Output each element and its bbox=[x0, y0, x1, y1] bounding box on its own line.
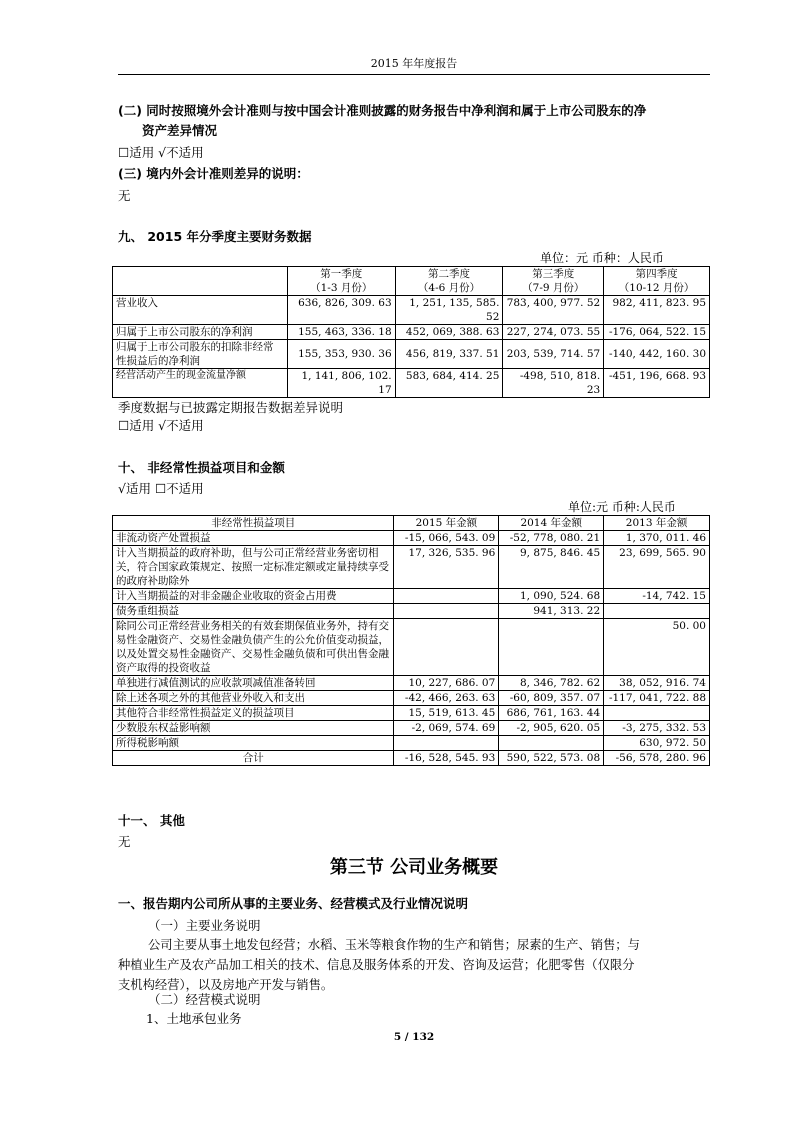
header-q3: 第三季度 （7-9 月份） bbox=[503, 267, 604, 296]
p1-line3: 支机构经营），以及房地产开发与销售。 bbox=[118, 978, 334, 992]
cell: 17, 326, 535. 96 bbox=[394, 546, 499, 589]
sec10-applicable: √适用 ☐不适用 bbox=[118, 481, 204, 496]
cell: 155, 463, 336. 18 bbox=[287, 325, 395, 340]
cell: 941, 313. 22 bbox=[499, 604, 604, 619]
cell: -16, 528, 545. 93 bbox=[394, 751, 499, 766]
cell: -2, 069, 574. 69 bbox=[394, 721, 499, 736]
section3-paragraph bbox=[118, 935, 714, 995]
cell: 203, 539, 714. 57 bbox=[503, 340, 604, 369]
sec2-heading bbox=[118, 101, 714, 141]
cell: 783, 400, 977. 52 bbox=[503, 296, 604, 325]
table-row bbox=[113, 325, 710, 340]
cell: 590, 522, 573. 08 bbox=[499, 751, 604, 766]
table-row bbox=[113, 706, 710, 721]
header-2015: 2015 年金额 bbox=[394, 516, 499, 531]
cell: 686, 761, 163. 44 bbox=[499, 706, 604, 721]
nr-header-row bbox=[113, 516, 710, 531]
table-row bbox=[113, 676, 710, 691]
header-q2: 第二季度 （4-6 月份） bbox=[395, 267, 503, 296]
sec11-heading: 十一、 其他 bbox=[118, 813, 185, 828]
table-row bbox=[113, 691, 710, 706]
row-label: 债务重组损益 bbox=[113, 604, 394, 619]
cell: -60, 809, 357. 07 bbox=[499, 691, 604, 706]
section3-sub1: （一）主要业务说明 bbox=[148, 918, 261, 933]
sec2-heading-line1: (二) 同时按照境外会计准则与按中国会计准则披露的财务报告中净利润和属于上市公司股东的净 bbox=[118, 103, 647, 118]
cell bbox=[604, 706, 710, 721]
cell: 1, 370, 011. 46 bbox=[604, 531, 710, 546]
cell: 227, 274, 073. 55 bbox=[503, 325, 604, 340]
table-row bbox=[113, 546, 710, 589]
cell: 1, 090, 524. 68 bbox=[499, 589, 604, 604]
cell: -498, 510, 818. 23 bbox=[503, 369, 604, 398]
sec2-applicable: ☐适用 √不适用 bbox=[118, 145, 204, 160]
row-label: 非流动资产处置损益 bbox=[113, 531, 394, 546]
section3-title: 第三节 公司业务概要 bbox=[329, 857, 499, 878]
cell: 1, 251, 135, 585. 52 bbox=[395, 296, 503, 325]
row-label: 除同公司正常经营业务相关的有效套期保值业务外，持有交易性金融资产、交易性金融负债产生的公允价值变动损益，以及处置交易性金融资产、交易性金融负债和可供出售金融资产取得的投资收益 bbox=[113, 619, 394, 676]
total-label: 合计 bbox=[113, 751, 394, 766]
sec3-heading: (三) 境内外会计准则差异的说明： bbox=[118, 166, 309, 181]
row-label: 计入当期损益的对非金融企业收取的资金占用费 bbox=[113, 589, 394, 604]
cell: 50. 00 bbox=[604, 619, 710, 676]
cell: -15, 066, 543. 09 bbox=[394, 531, 499, 546]
row-label: 归属于上市公司股东的扣除非经常性损益后的净利润 bbox=[113, 340, 288, 369]
cell: 38, 052, 916. 74 bbox=[604, 676, 710, 691]
page-number: 5 / 132 bbox=[393, 1031, 435, 1043]
row-label: 少数股东权益影响额 bbox=[113, 721, 394, 736]
section3-h1: 一、报告期内公司所从事的主要业务、经营模式及行业情况说明 bbox=[118, 896, 469, 911]
cell: 1, 141, 806, 102. 17 bbox=[287, 369, 395, 398]
table-row bbox=[113, 619, 710, 676]
row-label: 单独进行减值测试的应收款项减值准备转回 bbox=[113, 676, 394, 691]
cell: -14, 742. 15 bbox=[604, 589, 710, 604]
header-2013: 2013 年金额 bbox=[604, 516, 710, 531]
header-divider bbox=[118, 74, 710, 75]
non-recurring-table bbox=[112, 515, 710, 766]
cell: -2, 905, 620. 05 bbox=[499, 721, 604, 736]
cell: 8, 346, 782. 62 bbox=[499, 676, 604, 691]
cell: 456, 819, 337. 51 bbox=[395, 340, 503, 369]
quarterly-header-row bbox=[113, 267, 710, 296]
sec10-heading: 十、 非经常性损益项目和金额 bbox=[118, 460, 285, 475]
sec9-unit: 单位：元 币种：人民币 bbox=[540, 251, 664, 265]
cell: 155, 353, 930. 36 bbox=[287, 340, 395, 369]
row-label: 除上述各项之外的其他营业外收入和支出 bbox=[113, 691, 394, 706]
cell: 10, 227, 686. 07 bbox=[394, 676, 499, 691]
table-row bbox=[113, 296, 710, 325]
cell: -140, 442, 160. 30 bbox=[604, 340, 710, 369]
cell: 636, 826, 309. 63 bbox=[287, 296, 395, 325]
sec11-text: 无 bbox=[118, 834, 131, 849]
section3-sub2: （二）经营模式说明 bbox=[148, 992, 261, 1007]
cell bbox=[499, 736, 604, 751]
cell: -52, 778, 080. 21 bbox=[499, 531, 604, 546]
cell: 452, 069, 388. 63 bbox=[395, 325, 503, 340]
header-blank bbox=[113, 267, 288, 296]
p1-line1: 公司主要从事土地发包经营；水稻、玉米等粮食作物的生产和销售；尿素的生产、销售；与 bbox=[148, 938, 640, 952]
sec9-heading: 九、 2015 年分季度主要财务数据 bbox=[118, 229, 312, 244]
sec2-heading-line2: 资产差异情况 bbox=[142, 123, 218, 138]
table-row bbox=[113, 589, 710, 604]
sec10-unit: 单位:元 币种:人民币 bbox=[568, 500, 676, 514]
table-row bbox=[113, 369, 710, 398]
cell: 23, 699, 565. 90 bbox=[604, 546, 710, 589]
cell: 15, 519, 613. 45 bbox=[394, 706, 499, 721]
sec3-text: 无 bbox=[118, 188, 131, 203]
sec9-note: 季度数据与已披露定期报告数据差异说明 bbox=[118, 400, 344, 415]
cell: -56, 578, 280. 96 bbox=[604, 751, 710, 766]
cell: -3, 275, 332. 53 bbox=[604, 721, 710, 736]
table-row bbox=[113, 340, 710, 369]
cell bbox=[394, 604, 499, 619]
cell: -451, 196, 668. 93 bbox=[604, 369, 710, 398]
cell bbox=[604, 604, 710, 619]
table-row bbox=[113, 531, 710, 546]
cell: 9, 875, 846. 45 bbox=[499, 546, 604, 589]
header-q4: 第四季度 （10-12 月份） bbox=[604, 267, 710, 296]
cell: -176, 064, 522. 15 bbox=[604, 325, 710, 340]
cell bbox=[394, 589, 499, 604]
row-label: 所得税影响额 bbox=[113, 736, 394, 751]
section3-item1: 1、土地承包业务 bbox=[146, 1011, 242, 1026]
row-label: 计入当期损益的政府补助，但与公司正常经营业务密切相关，符合国家政策规定、按照一定标准定额或定量持续享受的政府补助除外 bbox=[113, 546, 394, 589]
running-header: 2015 年年度报告 bbox=[370, 57, 458, 70]
table-row bbox=[113, 736, 710, 751]
cell: 583, 684, 414. 25 bbox=[395, 369, 503, 398]
cell: -42, 466, 263. 63 bbox=[394, 691, 499, 706]
cell bbox=[394, 736, 499, 751]
table-row bbox=[113, 721, 710, 736]
p1-line2: 种植业生产及农产品加工相关的技术、信息及服务体系的开发、咨询及运营；化肥零售（仅限分 bbox=[118, 958, 635, 972]
sec9-applicable: ☐适用 √不适用 bbox=[118, 418, 204, 433]
cell: 630, 972. 50 bbox=[604, 736, 710, 751]
row-label: 经营活动产生的现金流量净额 bbox=[113, 369, 288, 398]
row-label: 归属于上市公司股东的净利润 bbox=[113, 325, 288, 340]
cell bbox=[499, 619, 604, 676]
header-2014: 2014 年金额 bbox=[499, 516, 604, 531]
row-label: 其他符合非经常性损益定义的损益项目 bbox=[113, 706, 394, 721]
row-label: 营业收入 bbox=[113, 296, 288, 325]
header-item: 非经常性损益项目 bbox=[113, 516, 394, 531]
table-row bbox=[113, 604, 710, 619]
cell: 982, 411, 823. 95 bbox=[604, 296, 710, 325]
cell: -117, 041, 722. 88 bbox=[604, 691, 710, 706]
quarterly-table bbox=[112, 266, 710, 398]
total-row bbox=[113, 751, 710, 766]
cell bbox=[394, 619, 499, 676]
header-q1: 第一季度 （1-3 月份） bbox=[287, 267, 395, 296]
